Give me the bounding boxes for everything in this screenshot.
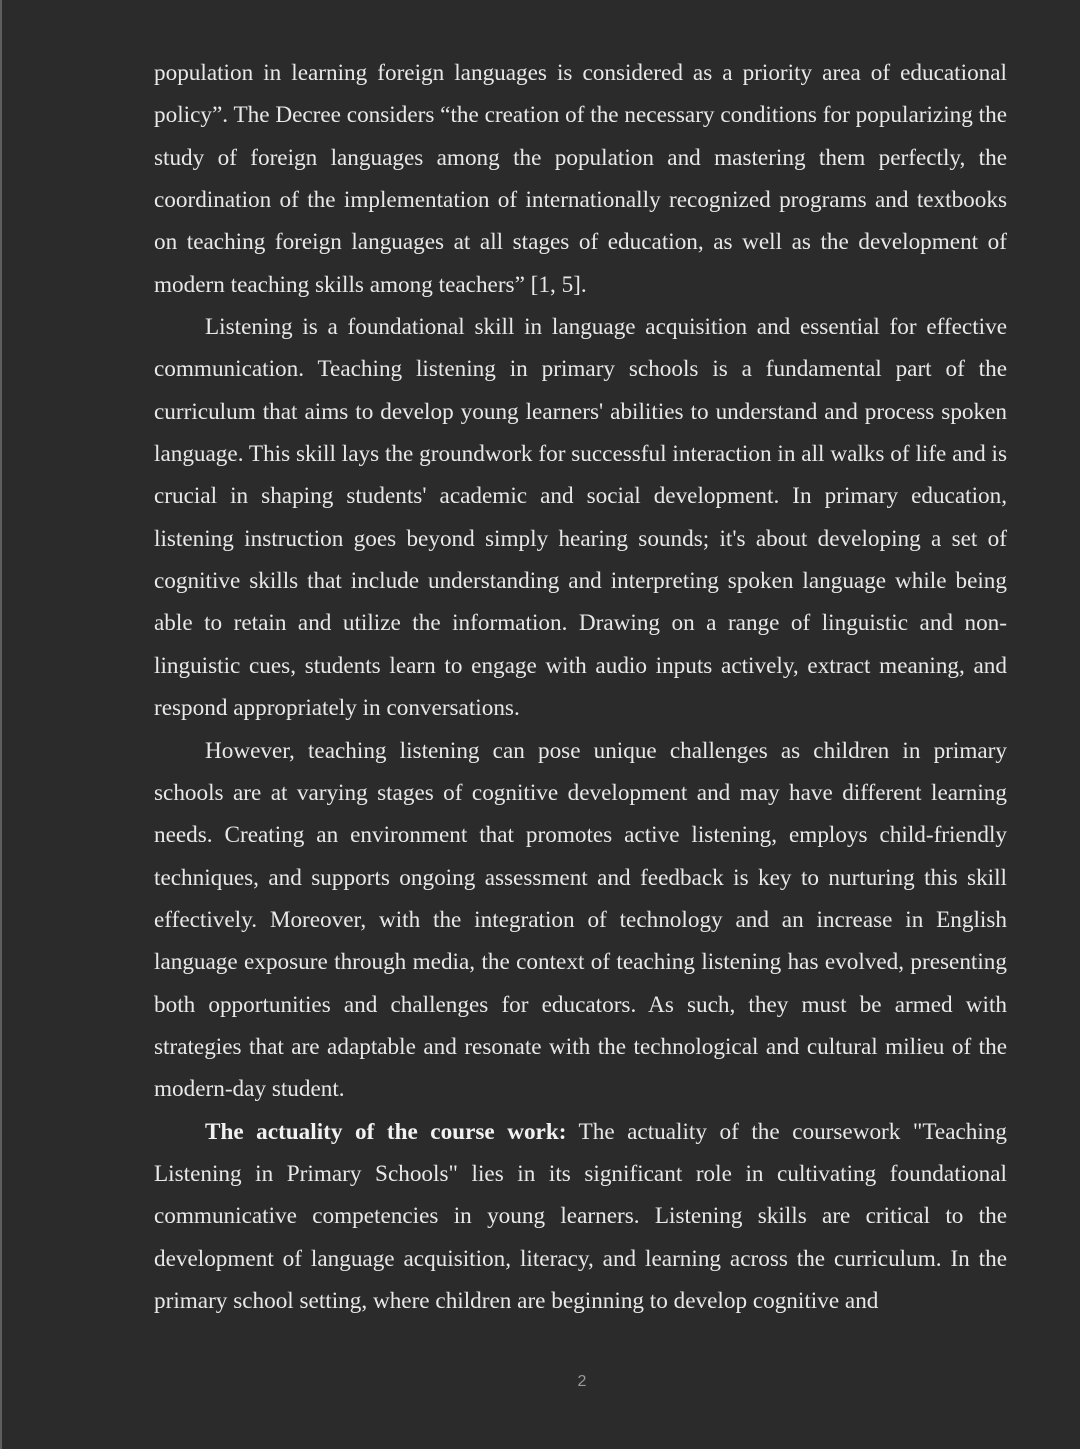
paragraph-2-text: Listening is a foundational skill in language acquisition and essential for effective communication. Teaching listening in primary schools is a fundamental part of the curriculum that aims to develop young learners' abilities to understand and process spoken language. This skill lays the groundwork for successful interaction in all walks of life and is crucial in shaping students' academic and social development. In primary education, listening instruction goes beyond simply hearing sounds; it's about developing a set of cognitive skills that include understanding and interpreting spoken language while being able to retain and utilize the information. Drawing on a range of linguistic and non-linguistic cues, students learn to engage with audio inputs actively, extract meaning, and respond appropriately in conversations. [154, 314, 1007, 722]
paragraph-4-text: The actuality of the coursework "Teaching Listening in Primary Schools" lies in its significant role in cultivating foundational communicative competencies in young learners. Listening skills are critical to the development of language acquisition, literacy, and learning across the curriculum. In the primary school setting, where children are beginning to develop cognitive and [154, 1118, 1007, 1314]
paragraph-3 [154, 730, 1007, 1111]
paragraph-1 [154, 52, 1007, 306]
page-number: 2 [577, 1373, 587, 1390]
paragraph-4 [154, 1111, 1007, 1323]
actuality-heading: The actuality of the course work: [205, 1118, 567, 1145]
paragraph-3-text: However, teaching listening can pose unique challenges as children in primary schools are at varying stages of cognitive development and may have different learning needs. Creating an environment that promotes active listening, employs child-friendly techniques, and supports ongoing assessment and feedback is key to nurturing this skill effectively. Moreover, with the integration of technology and an increase in English language exposure through media, the context of teaching listening has evolved, presenting both opportunities and challenges for educators. As such, they must be armed with strategies that are adaptable and resonate with the technological and cultural milieu of the modern-day student. [154, 737, 1007, 1103]
document-page [154, 52, 1007, 1322]
paragraph-2 [154, 306, 1007, 729]
paragraph-1-text: population in learning foreign languages is considered as a priority area of educational policy”. The Decree considers “the creation of the necessary conditions for popularizing the study of foreign languages among the population and mastering them perfectly, the coordination of the implementation of internationally recognized programs and textbooks on teaching foreign languages at all stages of education, as well as the development of modern teaching skills among teachers” [1, 5]. [154, 60, 1007, 298]
